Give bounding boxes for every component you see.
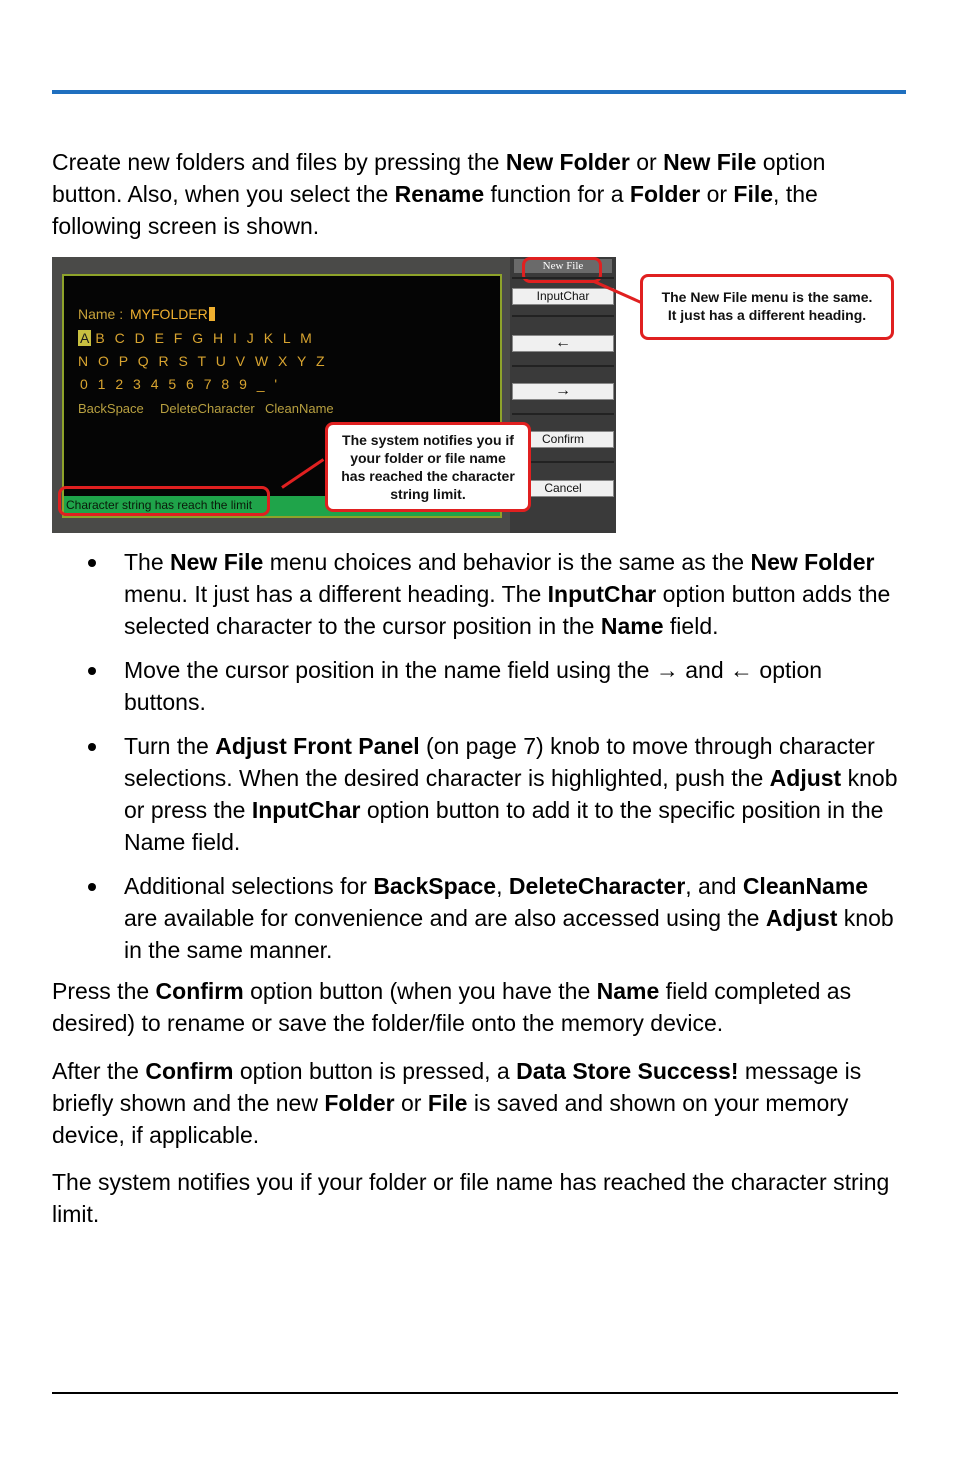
status-message: Character string has reach the limit xyxy=(66,498,253,512)
intro-paragraph: Create new folders and files by pressing the New Folder or New File option button. Also, when you select the Rename function for a Folder or File, the following screen is shown. xyxy=(52,149,826,239)
option-clean-name: CleanName xyxy=(265,401,334,416)
menu-title-highlight-ring xyxy=(522,257,602,283)
cancel-button[interactable]: Cancel xyxy=(512,480,614,497)
feature-list xyxy=(52,546,902,978)
bullet-icon xyxy=(88,559,96,567)
right-arrow-button[interactable]: → xyxy=(512,383,614,400)
callout-line: has reached the character xyxy=(341,468,515,484)
list-item: Turn the Adjust Front Panel (on page 7) knob to move through character selections. When the desired character is highlighted, push the Adjust knob or press the InputChar option button to add it to the specific position in the Name field. xyxy=(52,730,902,858)
left-arrow-button[interactable]: ← xyxy=(512,335,614,352)
after-confirm-paragraph: After the Confirm option button is pressed, a Data Store Success! message is briefly shown and the new Folder or File is saved and shown on your memory device, if applicable. xyxy=(52,1058,862,1148)
char-row-2: N O P Q R S T U V W X Y Z xyxy=(78,353,328,369)
list-item: Additional selections for BackSpace, DeleteCharacter, and CleanName are available for convenience and are also accessed using the Adjust knob in the same manner. xyxy=(52,870,902,966)
bullet-icon xyxy=(88,743,96,751)
callout-line: It just has a different heading. xyxy=(667,307,867,323)
menu-separator xyxy=(512,315,614,317)
confirm-paragraph: Press the Confirm option button (when you have the Name field completed as desired) to rename or save the folder/file onto the memory device. xyxy=(52,978,852,1036)
callout-line: The system notifies you if xyxy=(342,432,514,448)
new-file-callout xyxy=(640,274,894,340)
bullet-icon xyxy=(88,667,96,675)
option-delete-character: DeleteCharacter xyxy=(160,401,255,416)
name-value: MYFOLDER xyxy=(130,306,215,322)
limit-paragraph: The system notifies you if your folder or file name has reached the character string limit. xyxy=(52,1169,890,1227)
confirm-button[interactable]: Confirm xyxy=(512,431,614,448)
option-backspace: BackSpace xyxy=(78,401,144,416)
list-item: The New File menu choices and behavior is the same as the New Folder menu. It just has a different heading. The InputChar option button adds the selected character to the cursor position in the Name field. xyxy=(52,546,902,642)
callout-line: The New File menu is the same. xyxy=(661,289,873,305)
bullet-icon xyxy=(88,883,96,891)
limit-callout xyxy=(325,422,531,512)
text-cursor xyxy=(209,307,215,321)
inputchar-button[interactable]: InputChar xyxy=(512,288,614,305)
selected-char: A xyxy=(80,330,90,346)
list-item: Move the cursor position in the name field using the → and ← option buttons. xyxy=(52,654,902,718)
callout-line: string limit. xyxy=(390,486,466,502)
menu-separator xyxy=(512,365,614,367)
footer-rule xyxy=(52,1392,898,1394)
callout-line: your folder or file name xyxy=(350,450,506,466)
menu-separator xyxy=(512,413,614,415)
status-highlight-ring xyxy=(58,486,270,516)
header-rule xyxy=(52,90,906,94)
menu-separator xyxy=(512,277,614,279)
menu-title: New File xyxy=(514,259,612,273)
char-row-1: A B C D E F G H I J K L M xyxy=(80,330,315,346)
name-label: Name : xyxy=(78,306,124,322)
char-row-3: 0 1 2 3 4 5 6 7 8 9 _ ' xyxy=(80,376,281,392)
